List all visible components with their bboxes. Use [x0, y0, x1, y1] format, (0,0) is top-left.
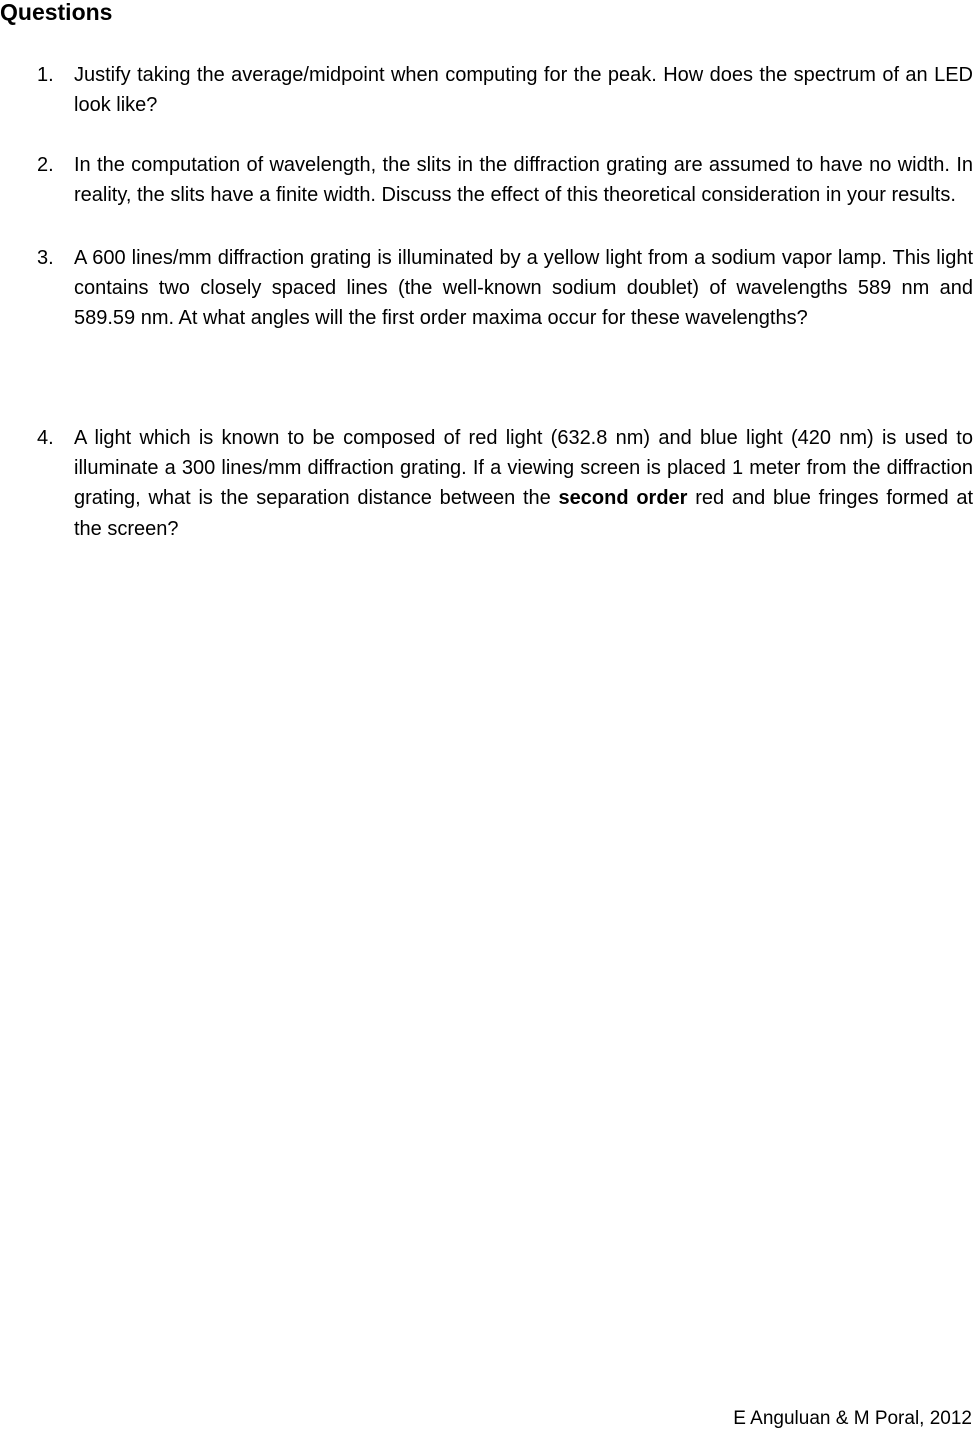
page-title: Questions — [0, 0, 113, 25]
question-number: 1. — [37, 64, 54, 86]
question-number: 3. — [37, 247, 54, 269]
question-text: Justify taking the average/midpoint when computing for the peak. How does the spectrum of an LED look like? — [74, 64, 973, 117]
question-number: 4. — [37, 427, 54, 449]
question-text: A 600 lines/mm diffraction grating is illuminated by a yellow light from a sodium vapor lamp. This light contains two closely spaced lines (the well-known sodium doublet) of wavelengths 589 nm and 589.59 nm. At what angles will the first order maxima occur for these wavelengths? — [74, 247, 973, 330]
question-text-part: red and blue fringes formed at the screen? — [74, 487, 974, 540]
question-text — [74, 423, 973, 544]
question-text: In the computation of wavelength, the slits in the diffraction grating are assumed to have no width. In reality, the slits have a finite width. Discuss the effect of this theoretical consideration in your results. — [74, 154, 973, 207]
question-number: 2. — [37, 154, 54, 176]
footer-credit: E Anguluan & M Poral, 2012 — [733, 1408, 972, 1429]
emphasized-text: second order — [558, 487, 688, 510]
question-text-part: A light which is known to be composed of red light (632.8 nm) and blue light (420 nm) is used to illuminate a 300 lines/mm diffraction grating. If a viewing screen is placed 1 meter from the diffraction grating, what is the separation distance between the — [74, 427, 973, 510]
